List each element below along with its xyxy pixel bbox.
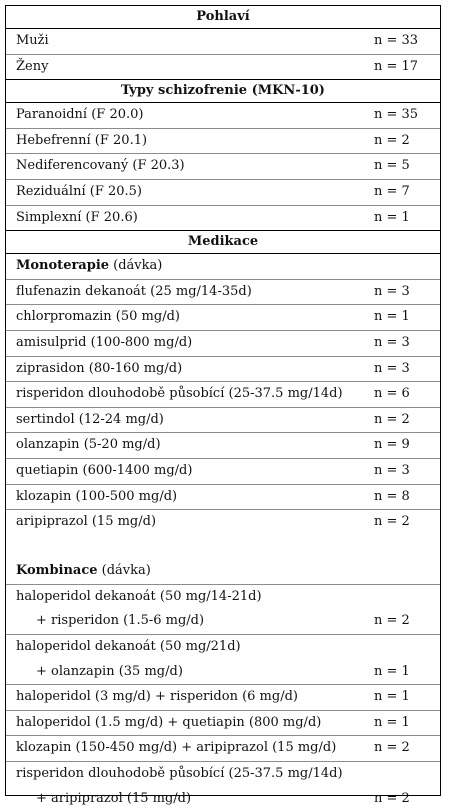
subheading-kombinace bbox=[6, 559, 440, 585]
table-row bbox=[6, 129, 440, 155]
table-row bbox=[6, 787, 440, 811]
table-row bbox=[6, 180, 440, 206]
row-count: n = 3 bbox=[374, 283, 410, 299]
row-count: n = 2 bbox=[374, 132, 410, 148]
row-label: ziprasidon (80-160 mg/d) bbox=[16, 360, 183, 376]
row-count: n = 35 bbox=[374, 107, 419, 123]
row-label: olanzapin (5-20 mg/d) bbox=[16, 437, 161, 453]
table-row bbox=[6, 510, 440, 535]
row-count: n = 2 bbox=[374, 740, 410, 756]
row-label: haloperidol (3 mg/d) + risperidon (6 mg/d) bbox=[16, 689, 298, 705]
row-count: n = 2 bbox=[374, 411, 410, 427]
table-row bbox=[6, 280, 440, 306]
table-row bbox=[6, 711, 440, 737]
section-header-typy: Typy schizofrenie (MKN-10) bbox=[6, 79, 440, 103]
subheading-suffix: (dávka) bbox=[97, 563, 151, 579]
row-label: Muži bbox=[16, 33, 49, 48]
table-row bbox=[6, 635, 440, 660]
spacer bbox=[6, 535, 440, 560]
row-count: n = 9 bbox=[374, 437, 410, 453]
table-row bbox=[6, 485, 440, 511]
table-row bbox=[6, 305, 440, 331]
row-label: haloperidol dekanoát (50 mg/14-21d) bbox=[16, 588, 262, 604]
row-count: n = 2 bbox=[374, 514, 410, 530]
row-label: flufenazin dekanoát (25 mg/14-35d) bbox=[16, 283, 252, 299]
row-count: n = 1 bbox=[374, 309, 410, 325]
row-count: n = 2 bbox=[374, 613, 410, 629]
table-row bbox=[6, 660, 440, 686]
section-header-medikace: Medikace bbox=[6, 230, 440, 254]
row-label: quetiapin (600-1400 mg/d) bbox=[16, 462, 193, 478]
row-label: Ženy bbox=[16, 58, 49, 74]
row-count: n = 8 bbox=[374, 488, 410, 504]
row-count: n = 1 bbox=[374, 663, 410, 679]
row-label: Simplexní (F 20.6) bbox=[16, 209, 138, 225]
row-label: risperidon dlouhodobě působící (25-37.5 mg/14d) bbox=[16, 766, 343, 782]
table-row bbox=[6, 103, 440, 129]
row-count: n = 6 bbox=[374, 386, 410, 402]
subheading-suffix: (dávka) bbox=[109, 258, 163, 274]
table-row bbox=[6, 433, 440, 459]
table-row bbox=[6, 382, 440, 408]
row-label: amisulprid (100-800 mg/d) bbox=[16, 334, 193, 350]
table-row bbox=[6, 331, 440, 357]
table-row bbox=[6, 736, 440, 762]
row-count: n = 1 bbox=[374, 209, 410, 225]
row-label: + olanzapin (35 mg/d) bbox=[36, 663, 183, 679]
row-label: chlorpromazin (50 mg/d) bbox=[16, 309, 180, 325]
table-row bbox=[6, 357, 440, 383]
row-label: sertindol (12-24 mg/d) bbox=[16, 411, 164, 427]
row-count: n = 7 bbox=[374, 183, 410, 199]
row-label: Nediferencovaný (F 20.3) bbox=[16, 158, 185, 174]
row-count: n = 3 bbox=[374, 360, 410, 376]
row-count: n = 2 bbox=[374, 790, 410, 806]
table-row bbox=[6, 459, 440, 485]
row-label: klozapin (100-500 mg/d) bbox=[16, 488, 178, 504]
row-count: n = 3 bbox=[374, 462, 410, 478]
table-row bbox=[6, 55, 440, 80]
row-count: n = 33 bbox=[374, 33, 419, 48]
section-header-pohlavi: Pohlaví bbox=[6, 6, 440, 29]
row-count: n = 5 bbox=[374, 158, 410, 174]
row-label: + risperidon (1.5-6 mg/d) bbox=[36, 613, 205, 629]
subheading-monoterapie bbox=[6, 254, 440, 280]
row-count: n = 1 bbox=[374, 714, 410, 730]
subheading-label: Kombinace bbox=[16, 563, 98, 579]
row-label: haloperidol dekanoát (50 mg/21d) bbox=[16, 639, 241, 655]
row-count: n = 17 bbox=[374, 58, 419, 74]
data-table bbox=[5, 5, 441, 806]
row-label: klozapin (150-450 mg/d) + aripiprazol (15 mg/d) bbox=[16, 740, 337, 756]
table-row bbox=[6, 206, 440, 231]
row-count: n = 3 bbox=[374, 334, 410, 350]
table-row bbox=[6, 609, 440, 635]
subheading-label: Monoterapie bbox=[16, 258, 110, 274]
row-count: n = 1 bbox=[374, 689, 410, 705]
table-row bbox=[6, 29, 440, 55]
row-label: aripiprazol (15 mg/d) bbox=[16, 514, 157, 530]
row-label: Reziduální (F 20.5) bbox=[16, 183, 142, 199]
row-label: Hebefrenní (F 20.1) bbox=[16, 132, 148, 148]
row-label: risperidon dlouhodobě působící (25-37.5 mg/14d) bbox=[16, 386, 343, 402]
row-label: Paranoidní (F 20.0) bbox=[16, 107, 144, 123]
table-row bbox=[6, 685, 440, 711]
row-label: + aripiprazol (15 mg/d) bbox=[36, 790, 192, 806]
table-row bbox=[6, 408, 440, 434]
table-row bbox=[6, 762, 440, 787]
row-label: haloperidol (1.5 mg/d) + quetiapin (800 mg/d) bbox=[16, 714, 322, 730]
table-row bbox=[6, 585, 440, 610]
table-row bbox=[6, 154, 440, 180]
